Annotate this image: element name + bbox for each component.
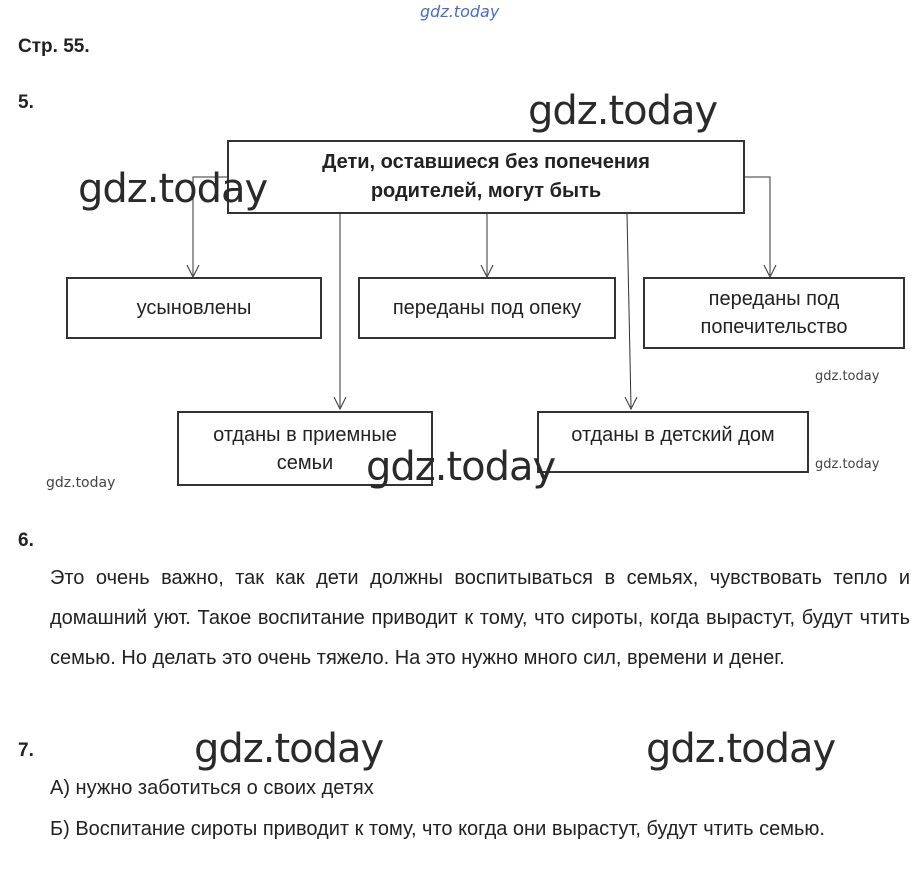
box-orphanage-text: отданы в детский дом (571, 424, 775, 446)
box-foster-text: отданы в приемные семьи (213, 423, 397, 474)
watermark-top: gdz.today (420, 2, 500, 21)
box-guardianship (358, 277, 616, 339)
watermark-small-2: gdz.today (815, 457, 880, 472)
box-trusteeship (643, 277, 905, 349)
watermark-small-3: gdz.today (46, 475, 116, 491)
task-5-number: 5. (18, 92, 34, 113)
diagram-root-text: Дети, оставшиеся без попечения родителей, могут быть (322, 151, 650, 202)
task-7-answer-b: Б) Воспитание сироты приводит к тому, что когда они вырастут, будут чтить семью. (50, 818, 825, 840)
watermark-3: gdz.today (366, 444, 556, 490)
task-7-number: 7. (18, 740, 34, 761)
task-6-text: Это очень важно, так как дети должны воспитываться в семьях, чувствовать тепло и домашний уют. Такое воспитание приводит к тому, что сироты, когда вырастут, будут чтить семью. Но делать это очень тяжело. На это нужно много сил, времени и денег. (50, 567, 910, 669)
task-6-number: 6. (18, 530, 34, 551)
watermark-2: gdz.today (78, 166, 268, 212)
box-trusteeship-text: переданы под попечительство (700, 288, 848, 338)
box-guardianship-text: переданы под опеку (392, 297, 582, 319)
watermark-small-1: gdz.today (815, 369, 880, 384)
diagram-root-box (227, 140, 745, 214)
watermark-5: gdz.today (646, 726, 836, 772)
watermark-4: gdz.today (194, 726, 384, 772)
box-adopted-text: усыновлены (136, 297, 252, 319)
page-label: Стр. 55. (18, 36, 90, 57)
watermark-1: gdz.today (528, 88, 718, 134)
connector-trusteeship (744, 177, 770, 275)
box-adopted (66, 277, 322, 339)
task-7-answer-a: А) нужно заботиться о своих детях (50, 777, 374, 799)
connector-orphanage (627, 213, 631, 407)
box-orphanage (537, 411, 809, 473)
